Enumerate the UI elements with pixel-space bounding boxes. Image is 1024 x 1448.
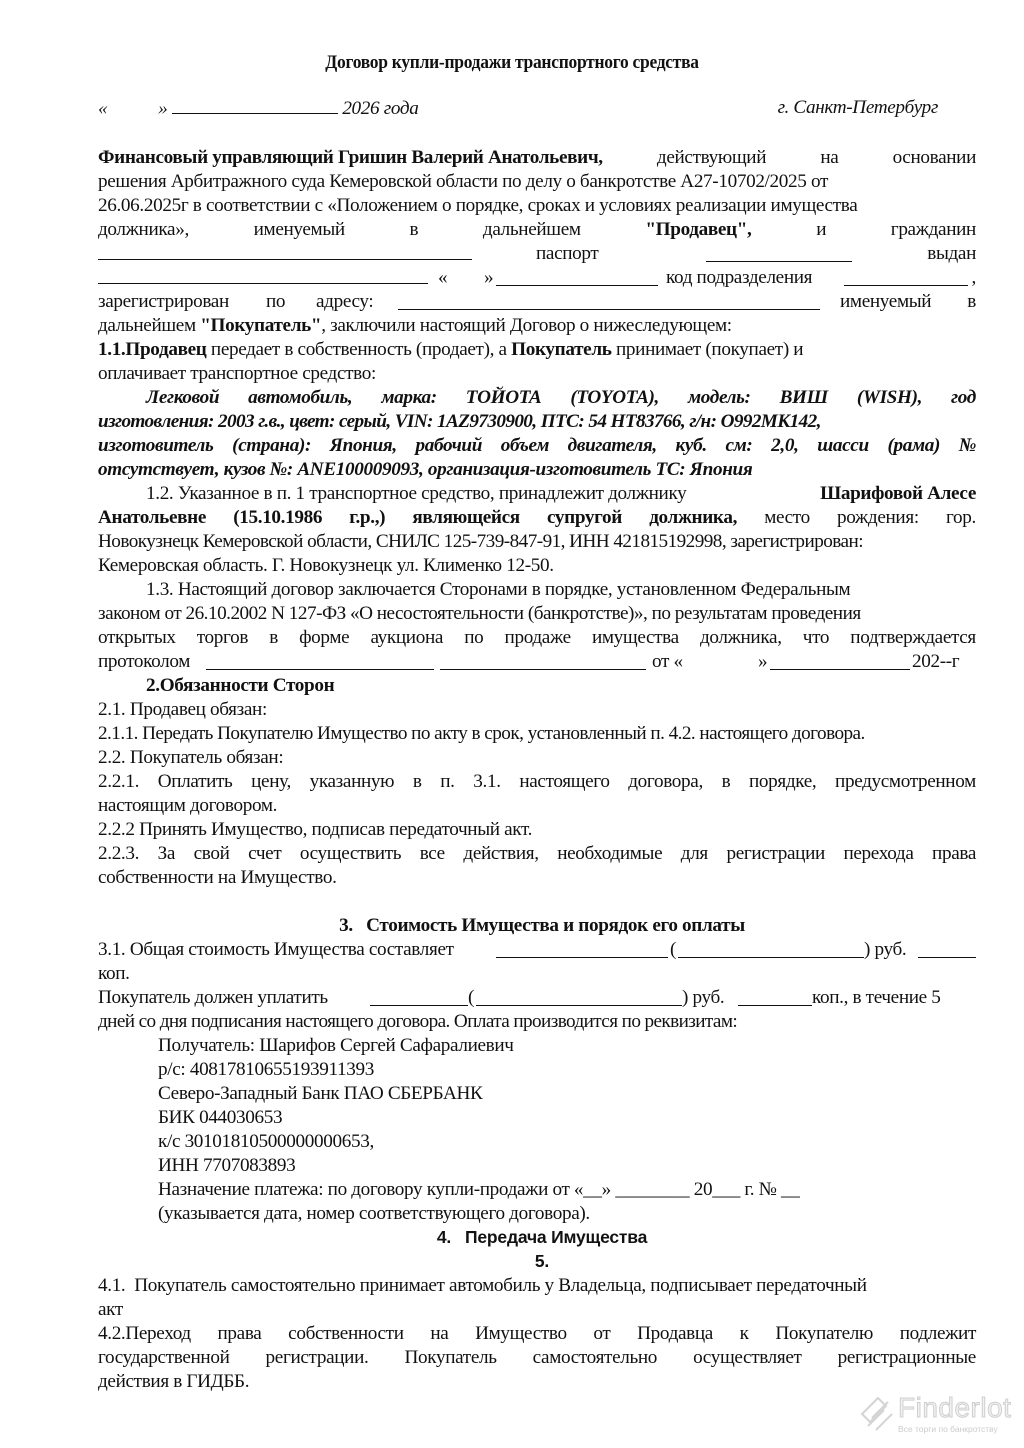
text: Покупатель должен уплатить: [98, 987, 328, 1008]
word: форме: [299, 627, 350, 648]
section-4-heading: 4. Передача Имущества: [436, 1227, 648, 1247]
payment-corr-account: к/с 30101810500000000653,: [158, 1131, 374, 1152]
word: являющейся: [412, 507, 520, 528]
word: п.: [440, 771, 455, 792]
open-paren: (: [670, 939, 677, 960]
word: регистрации: [726, 843, 825, 864]
clause-1-3-line-2: законом от 26.10.2002 N 127-ФЗ «О несостоятельности (банкротстве)», по результатам проведения: [98, 603, 861, 624]
address-blank: [398, 292, 820, 310]
word: рабочий: [415, 435, 483, 456]
payment-line-1: [98, 986, 976, 1009]
text: 1.2. Указанное в п. 1 транспортное средство, принадлежит должнику: [146, 483, 687, 504]
word: 2.2.1.: [98, 771, 140, 792]
clause-1-3-line-4: [98, 650, 976, 673]
clause-4-1-line-1: 4.1. Покупатель самостоятельно принимает автомобиль у Владельца, подписывает передаточный: [98, 1275, 867, 1296]
word: самостоятельно: [532, 1347, 658, 1368]
payment-digits-blank: [370, 988, 468, 1006]
word: (рама): [887, 435, 941, 456]
rub-label: ) руб.: [864, 939, 907, 960]
text: 3.1. Общая стоимость Имущества составляет: [98, 939, 454, 960]
clause-1-1-line-1: [98, 338, 976, 361]
vehicle-line-2: изготовления: 2003 г.в., цвет: серый, VIN: 1AZ9730900, ПТС: 54 НТ83766, г/н: О992МК142,: [98, 411, 821, 432]
word: адресу:: [316, 291, 374, 312]
protocol-year: 202--г: [912, 651, 960, 672]
word: права: [932, 843, 976, 864]
word: от: [593, 1323, 611, 1344]
payment-purpose-note: (указывается дата, номер соответствующего договора).: [158, 1203, 590, 1224]
payment-recipient: Получатель: Шарифов Сергей Сафаралиевич: [158, 1035, 514, 1056]
clause-4-2-line-2: [98, 1346, 976, 1369]
word: шасси: [817, 435, 869, 456]
buyer-label: "Покупатель": [200, 315, 322, 336]
protocol-number-blank: [206, 652, 434, 670]
word: За: [157, 843, 176, 864]
word: подлежит: [899, 1323, 976, 1344]
quote: »: [758, 651, 768, 672]
payment-line-2: дней со дня подписания настоящего договора. Оплата производится по реквизитам:: [98, 1011, 738, 1032]
passport-label: паспорт: [536, 243, 599, 264]
section-5-number: 5.: [534, 1251, 550, 1271]
word: год: [951, 387, 976, 408]
payment-bank: Северо-Западный Банк ПАО СБЕРБАНК: [158, 1083, 483, 1104]
word: в: [412, 771, 422, 792]
clause-3-1-line-1: [98, 938, 976, 961]
word: 4.2.Переход: [98, 1323, 191, 1344]
word: №: [958, 435, 976, 456]
clause-4-2-line-1: [98, 1322, 976, 1345]
preamble-line-3: 26.06.2025г в соответствии с «Положением о порядке, сроках и условиях реализации имущества: [98, 195, 858, 216]
date-day-open-quote: «: [98, 98, 108, 119]
passport-number-blank: [706, 244, 852, 262]
word: Покупатель: [404, 1347, 497, 1368]
word: объем: [500, 435, 549, 456]
word: по: [464, 627, 484, 648]
word: ТОЙОТА: [465, 387, 542, 408]
clause-2-2-1-line-2: настоящим договором.: [98, 795, 278, 816]
word: в: [721, 771, 731, 792]
clause-1-3-line-3: [98, 626, 976, 649]
word: Анатольевне: [98, 507, 207, 528]
division-code-blank: [844, 268, 968, 286]
clause-4-2-line-3: действия в ГИДББ.: [98, 1371, 250, 1392]
word: должника»,: [98, 219, 189, 240]
word: место: [764, 507, 810, 528]
payment-inn: ИНН 7707083893: [158, 1155, 296, 1176]
word: государственной: [98, 1347, 230, 1368]
seller-name: Финансовый управляющий Гришин Валерий Анатольевич,: [98, 147, 603, 168]
preamble-line-6: [98, 266, 976, 290]
finderlot-logo-icon: [858, 1396, 896, 1432]
word: куб.: [675, 435, 707, 456]
protocol-date-blank: [770, 652, 910, 670]
clause-2-2-1-line-1: [98, 770, 976, 793]
owner-name: Шарифовой Алесе: [820, 483, 976, 504]
clause-4-1-line-2: акт: [98, 1299, 123, 1320]
date-month-blank: [172, 96, 338, 114]
word: торгов: [196, 627, 249, 648]
word: (страна):: [232, 435, 312, 456]
date-day-close-quote: »: [158, 98, 168, 119]
payment-bik: БИК 044030653: [158, 1107, 283, 1128]
word: гражданин: [890, 219, 976, 240]
word: см:: [725, 435, 753, 456]
preamble-line-4: [98, 218, 976, 241]
word: все: [419, 843, 445, 864]
word: действия,: [463, 843, 539, 864]
word: перехода: [843, 843, 914, 864]
document-title: Договор купли-продажи транспортного средства: [325, 52, 699, 73]
word: основании: [892, 147, 976, 168]
protocol-number-blank-2: [440, 652, 646, 670]
issued-date-blank: [496, 268, 658, 286]
payment-purpose: Назначение платежа: по договору купли-продажи от «__» ________ 20___ г. № __: [158, 1179, 800, 1200]
word: осуществляет: [693, 1347, 802, 1368]
division-code-label: код подразделения: [666, 267, 813, 288]
issued-day-open-quote: «: [438, 267, 448, 288]
word: в: [409, 219, 419, 240]
section-2-heading: 2.Обязанности Сторон: [146, 675, 335, 696]
section-3-heading: 3. Стоимость Имущества и порядок его оплаты: [339, 915, 745, 936]
word: регистрационные: [837, 1347, 976, 1368]
word: г.р.,): [349, 507, 386, 528]
text: дальнейшем: [98, 315, 201, 336]
protocol-label: протоколом: [98, 651, 191, 672]
protocol-date-label: от «: [652, 651, 683, 672]
payment-kop-blank: [738, 988, 812, 1006]
price-words-blank: [678, 940, 864, 958]
word: действующий: [656, 147, 767, 168]
word: Оплатить: [157, 771, 233, 792]
word: продаже: [504, 627, 571, 648]
word: на: [820, 147, 839, 168]
word: Покупателю: [775, 1323, 874, 1344]
word: дальнейшем: [482, 219, 581, 240]
word: и: [816, 219, 827, 240]
clause-1-3-line-1: 1.3. Настоящий договор заключается Сторонами в порядке, установленном Федеральным: [146, 579, 851, 600]
word: собственности: [288, 1323, 404, 1344]
rub-label: ) руб.: [682, 987, 725, 1008]
word: супругой: [547, 507, 623, 528]
watermark-name: Finderlot: [898, 1392, 1012, 1423]
seller-label: "Продавец",: [645, 219, 752, 240]
word: указанную: [309, 771, 395, 792]
clause-3-1-line-2: коп.: [98, 963, 130, 984]
word: к: [739, 1323, 749, 1344]
word: свой: [193, 843, 230, 864]
payment-words-blank: [476, 988, 682, 1006]
clause-1-1-line-2: оплачивает транспортное средство:: [98, 363, 376, 384]
price-digits-blank: [496, 940, 668, 958]
word: 3.1.: [473, 771, 501, 792]
word: регистрации.: [265, 1347, 369, 1368]
watermark-tagline: Все торги по банкротству: [898, 1424, 998, 1434]
word: договора,: [628, 771, 703, 792]
word: имущества: [591, 627, 679, 648]
preamble-line-8: [98, 314, 976, 337]
text: , заключили настоящий Договор о нижеследующем:: [321, 315, 732, 336]
word: что: [802, 627, 830, 648]
word: изготовитель: [98, 435, 214, 456]
word: подтверждается: [850, 627, 976, 648]
word: для: [680, 843, 708, 864]
word: необходимые: [557, 843, 663, 864]
word: Легковой: [146, 387, 220, 408]
word: гор.: [945, 507, 976, 528]
word: аукциона: [370, 627, 444, 648]
word: 2.2.3.: [98, 843, 140, 864]
clause-1-2-line-1: [146, 482, 976, 505]
word: счет: [248, 843, 282, 864]
word: на: [430, 1323, 449, 1344]
date-line: [98, 96, 976, 120]
word: именуемый: [253, 219, 345, 240]
word: зарегистрирован: [98, 291, 229, 312]
issued-by-blank: [98, 266, 428, 284]
word: по: [266, 291, 286, 312]
word: модель:: [687, 387, 751, 408]
clause-2-2-3-line-1: [98, 842, 976, 865]
word: цену,: [251, 771, 291, 792]
preamble-line-5: [98, 242, 976, 266]
date-year: 2026 года: [342, 98, 419, 119]
word: в: [967, 291, 976, 312]
word: порядке,: [748, 771, 817, 792]
word: двигателя,: [567, 435, 657, 456]
clause-2-2: 2.2. Покупатель обязан:: [98, 747, 284, 768]
open-paren: (: [468, 987, 475, 1008]
word: открытых: [98, 627, 176, 648]
word: (WISH),: [856, 387, 923, 408]
clause-2-1: 2.1. Продавец обязан:: [98, 699, 267, 720]
text: коп., в течение 5: [812, 987, 941, 1008]
clause-1-1-seller: 1.1.Продавец: [98, 339, 207, 360]
preamble-line-2: решения Арбитражного суда Кемеровской области по делу о банкротстве А27-10702/2025 от: [98, 171, 828, 192]
word: (TOYOTA),: [570, 387, 660, 408]
word: должника,: [649, 507, 738, 528]
text: передает в собственность (продает), а: [206, 339, 512, 360]
word: автомобиль,: [248, 387, 353, 408]
clause-1-2-line-3: Новокузнецк Кемеровской области, СНИЛС 125-739-847-91, ИНН 421815192998, зарегистрирован:: [98, 531, 864, 552]
word: ВИШ: [779, 387, 828, 408]
comma: ,: [971, 267, 976, 288]
preamble-line-1: [98, 146, 976, 169]
clause-1-2-line-2: [98, 506, 976, 529]
city: г. Санкт-Петербург: [777, 97, 938, 118]
word: предусмотренном: [835, 771, 976, 792]
vehicle-line-4: отсутствует, кузов №: ANE100009093, организация-изготовитель ТС: Япония: [98, 459, 753, 480]
issued-day-close-quote: »: [484, 267, 494, 288]
word: именуемый: [840, 291, 932, 312]
clause-1-2-line-4: Кемеровская область. Г. Новокузнецк ул. Клименко 12-50.: [98, 555, 554, 576]
word: Имущество: [475, 1323, 567, 1344]
word: (15.10.1986: [233, 507, 323, 528]
word: в: [269, 627, 278, 648]
buyer-name-blank: [98, 242, 472, 260]
word: настоящего: [519, 771, 610, 792]
word: 2,0,: [771, 435, 799, 456]
word: марка:: [381, 387, 437, 408]
word: рождения:: [837, 507, 919, 528]
issued-label: выдан: [927, 243, 976, 264]
word: Продавца: [637, 1323, 713, 1344]
word: права: [217, 1323, 262, 1344]
clause-2-2-2: 2.2.2 Принять Имущество, подписав передаточный акт.: [98, 819, 533, 840]
word: Япония,: [329, 435, 397, 456]
clause-1-1-buyer: Покупатель: [511, 339, 612, 360]
preamble-line-7: [98, 290, 976, 313]
price-kop-blank: [918, 940, 976, 958]
vehicle-line-3: [98, 434, 976, 457]
text: принимает (покупает) и: [611, 339, 804, 360]
word: должника,: [699, 627, 782, 648]
clause-2-2-3-line-2: собственности на Имущество.: [98, 867, 337, 888]
clause-2-1-1: 2.1.1. Передать Покупателю Имущество по акту в срок, установленный п. 4.2. настоящего договора.: [98, 723, 865, 744]
vehicle-line-1: [146, 386, 976, 409]
word: осуществить: [299, 843, 402, 864]
payment-account: р/с: 40817810655193911393: [158, 1059, 374, 1080]
finderlot-watermark: [858, 1392, 1018, 1440]
